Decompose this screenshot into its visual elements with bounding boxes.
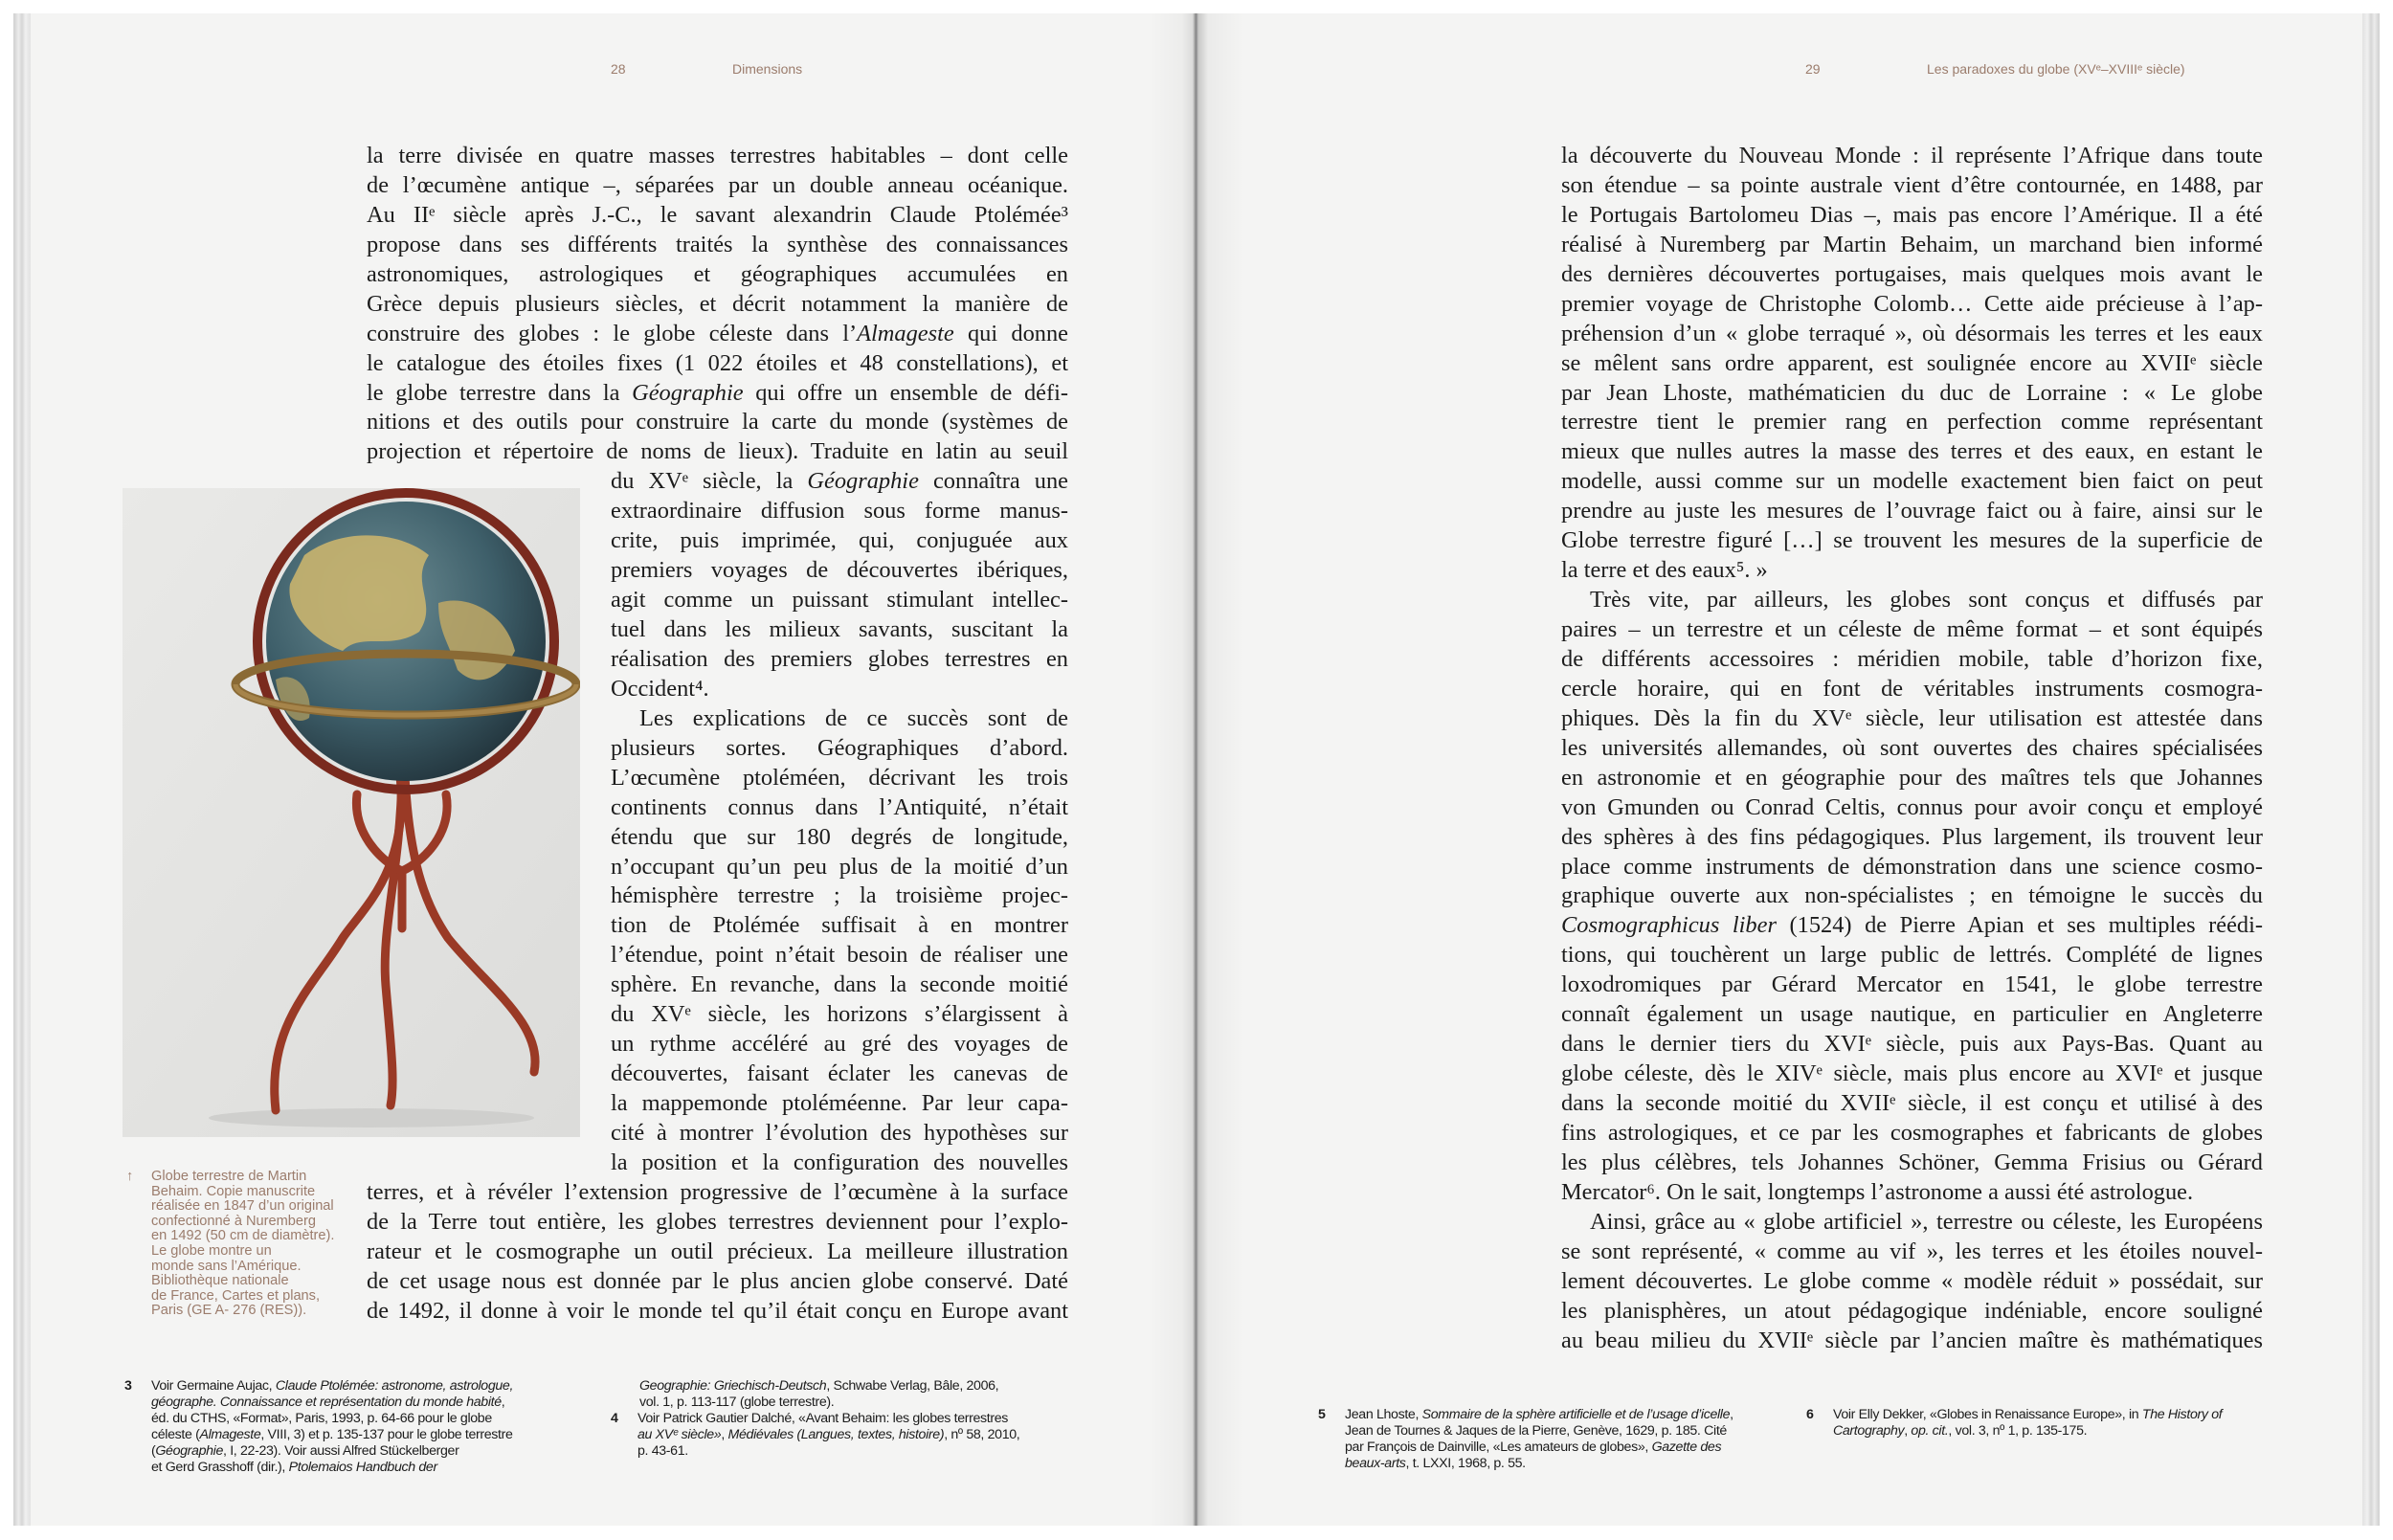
text-run: projection et répertoire de noms de lieux). Traduite en latin au seuil: [367, 438, 1068, 465]
text-line: [1561, 911, 2263, 941]
text-run: par François de Dainville, «Les amateurs de globes»,: [1345, 1440, 1652, 1455]
text-run: du XVᵉ siècle, les horizons s’élargissent à: [611, 1001, 1068, 1028]
text-run: tion de Ptolémée suffisait à en montrer: [611, 912, 1068, 939]
text-run: Jean de Tournes & Jaques de la Pierre, Genève, 1629, p. 185. Cité: [1345, 1423, 1727, 1439]
text-line: [1561, 171, 2263, 201]
italic-run: op. cit.: [1911, 1423, 1949, 1439]
text-line: [367, 231, 1068, 260]
footnote-line: [151, 1395, 513, 1411]
caption-text: [151, 1170, 334, 1319]
text-run: fins astrologiques, et ce par les cosmographes et fabricants de globes: [1561, 1119, 2263, 1146]
footnote-line: [637, 1443, 1019, 1460]
text-line: [1561, 615, 2263, 645]
text-line: [611, 1000, 1068, 1030]
text-run: qui donne: [953, 320, 1068, 346]
footnote-line: [1345, 1440, 1733, 1456]
italic-run: The History of: [2141, 1407, 2223, 1422]
text-run: rateur et le cosmographe un outil précieux. La meilleure illustration: [367, 1238, 1068, 1264]
text-run: terrestre tient le premier rang en perfection comme représentant: [1561, 409, 2263, 435]
text-run: en astronomie et en géographie pour des maîtres tels que Johannes: [1561, 764, 2263, 791]
text-run: (: [151, 1443, 156, 1459]
text-run: la terre et des eaux⁵. »: [1561, 557, 1768, 584]
text-run: lement découvertes. Le globe comme « modèle réduit » possédait, sur: [1561, 1267, 2263, 1294]
text-run: éd. du CTHS, «Format», Paris, 1993, p. 64-66 pour le globe: [151, 1411, 492, 1426]
text-run: Voir Patrick Gautier Dalché, «Avant Behaim: les globes terrestres: [637, 1411, 1009, 1426]
text-run: , nº 58, 2010,: [944, 1427, 1020, 1442]
footnote-text: [1345, 1407, 1733, 1472]
text-line: [367, 379, 1068, 409]
text-run: place comme instruments de démonstration dans une science cosmo-: [1561, 853, 2263, 880]
text-line: [367, 290, 1068, 320]
text-line: [1561, 408, 2263, 437]
footnote-line: [151, 1443, 513, 1460]
text-run: premiers voyages de découvertes ibériques,: [611, 557, 1068, 584]
text-line: [611, 911, 1068, 941]
text-line: [611, 853, 1068, 882]
text-run: terres, et à révéler l’extension progressive de l’œcumène à la surface: [367, 1178, 1068, 1205]
text-run: de 1492, il donne à voir le monde tel qu’il était conçu en Europe avant: [367, 1297, 1068, 1324]
text-line: [1561, 320, 2263, 349]
text-line: [611, 793, 1068, 823]
text-line: [1561, 497, 2263, 526]
text-run: les plus célèbres, tels Johannes Schöner, Gemma Frisius ou Gérard: [1561, 1149, 2263, 1175]
italic-run: Cartography: [1833, 1423, 1905, 1439]
text-run: continents connus dans l’Antiquité, n’était: [611, 793, 1068, 820]
text-line: [611, 497, 1068, 526]
text-line: [1561, 645, 2263, 675]
footnote-line: [637, 1411, 1019, 1427]
text-run: extraordinaire diffusion sous forme manus-: [611, 498, 1068, 524]
text-run: réalisé à Nuremberg par Martin Behaim, un marchand bien informé: [1561, 231, 2263, 257]
text-line: [611, 467, 1068, 497]
text-run: réalisation des premiers globes terrestres en: [611, 645, 1068, 672]
caption-line: Le globe montre un: [151, 1242, 272, 1259]
footnote-line: [151, 1460, 513, 1476]
text-run: se sont représenté, « comme au vif », les terres et les étoiles nouvel-: [1561, 1238, 2263, 1264]
text-line: [611, 645, 1068, 675]
text-run: connaît également un usage nautique, en particulier en Angleterre: [1561, 1001, 2263, 1028]
text-line: [1561, 1238, 2263, 1267]
text-line: [611, 764, 1068, 793]
text-run: préhension d’un « globe terraqué », où désormais les terres et les eaux: [1561, 320, 2263, 346]
text-line: [1561, 764, 2263, 793]
footnote-line: [1833, 1407, 2222, 1423]
footnote-line: [151, 1427, 513, 1443]
footnote-number: 5: [1318, 1407, 1326, 1422]
footnote-line: [151, 1378, 513, 1395]
text-run: de la Terre tout entière, les globes terrestres deviennent pour l’explo-: [367, 1208, 1068, 1235]
text-run: sphère. En revanche, dans la seconde moitié: [611, 971, 1068, 998]
footnote-line: [1345, 1423, 1733, 1440]
text-run: les planisphères, un atout pédagogique indéniable, encore souligné: [1561, 1297, 2263, 1324]
text-run: Occident⁴.: [611, 675, 709, 702]
caption-line: réalisée en 1847 d’un original: [151, 1198, 334, 1215]
text-run: construire des globes : le globe céleste dans l’: [367, 320, 858, 346]
text-run: prendre au juste les mesures de l’ouvrage faict ou à faire, ainsi sur le: [1561, 498, 2263, 524]
text-run: de l’œcumène antique –, séparées par un double anneau océanique.: [367, 171, 1068, 198]
arrow-up-icon: ↑: [126, 1169, 134, 1184]
text-run: hémisphère terrestre ; la troisième projec-: [611, 882, 1068, 909]
text-run: par Jean Lhoste, mathématicien du duc de Lorraine : « Le globe: [1561, 379, 2263, 406]
text-run: dans la seconde moitié du XVIIᵉ siècle, il est conçu et utilisé à des: [1561, 1090, 2263, 1116]
text-run: crite, puis imprimée, qui, conjuguée aux: [611, 527, 1068, 554]
body-text-right: [1561, 142, 2263, 1355]
caption-line: Bibliothèque nationale: [151, 1273, 289, 1289]
caption-line: Behaim. Copie manuscrite: [151, 1183, 316, 1199]
text-line: [367, 437, 1068, 467]
italic-run: Géographie: [807, 468, 919, 495]
text-run: les universités allemandes, où sont ouvertes des chaires spécialisées: [1561, 734, 2263, 761]
text-line: [367, 408, 1068, 437]
italic-run: Almageste: [199, 1427, 261, 1442]
text-line: [611, 971, 1068, 1000]
italic-run: Gazette des: [1651, 1440, 1722, 1455]
caption-line: de France, Cartes et plans,: [151, 1287, 321, 1304]
text-run: le globe terrestre dans la: [367, 379, 633, 406]
text-line: [1561, 231, 2263, 260]
text-line: [611, 882, 1068, 911]
text-line: [1561, 1178, 2263, 1208]
text-run: du XVᵉ siècle, la: [611, 468, 808, 495]
text-run: von Gmunden ou Conrad Celtis, connus pour avoir conçu et employé: [1561, 793, 2263, 820]
text-line: [1561, 823, 2263, 853]
footnote-line: [637, 1427, 1019, 1443]
text-line: [611, 1030, 1068, 1060]
text-run: et Gerd Grasshoff (dir.),: [151, 1460, 289, 1475]
caption-line: confectionné à Nuremberg: [151, 1213, 316, 1229]
text-run: céleste (: [151, 1427, 200, 1442]
text-run: p. 43-61.: [637, 1443, 688, 1459]
text-run: L’œcumène ptoléméen, décrivant les trois: [611, 764, 1068, 791]
running-head-left: Dimensions: [732, 61, 803, 77]
text-line: [1561, 1149, 2263, 1178]
text-run: phiques. Dès la fin du XVᵉ siècle, leur utilisation est attestée dans: [1561, 704, 2263, 731]
text-line: [1561, 349, 2263, 379]
text-line: [1561, 201, 2263, 231]
footnote-text: [151, 1378, 513, 1476]
text-run: tions, qui touchèrent un large public de lettrés. Complété de lignes: [1561, 942, 2263, 969]
footnote-text: [1833, 1407, 2222, 1440]
text-run: agit comme un puissant stimulant intellec-: [611, 587, 1068, 614]
text-run: Ainsi, grâce au « globe artificiel », terrestre ou céleste, les Européens: [1590, 1208, 2263, 1235]
text-line: [1561, 1030, 2263, 1060]
text-line: [1561, 793, 2263, 823]
text-run: Les explications de ce succès sont de: [639, 704, 1068, 731]
text-line: [1561, 853, 2263, 882]
text-line: [1561, 1000, 2263, 1030]
text-run: se mêlent sans ordre apparent, est soulignée encore au XVIIᵉ siècle: [1561, 349, 2263, 376]
text-run: globe céleste, dès le XIVᵉ siècle, mais plus encore au XVIᵉ et jusque: [1561, 1060, 2263, 1087]
text-run: dans le dernier tiers du XVIᵉ siècle, puis aux Pays-Bas. Quant au: [1561, 1031, 2263, 1058]
text-line: [367, 260, 1068, 290]
text-run: ,: [721, 1427, 728, 1442]
text-run: cercle horaire, qui en font de véritables instruments cosmogra-: [1561, 675, 2263, 702]
footnote-number: 4: [611, 1411, 618, 1426]
text-run: paires – un terrestre et un céleste de même format – et sont équipés: [1561, 616, 2263, 642]
footnote-number: 6: [1806, 1407, 1814, 1422]
text-line: [1561, 734, 2263, 764]
caption-line: Globe terrestre de Martin: [151, 1169, 307, 1184]
text-line: [1561, 941, 2263, 971]
text-run: mieux que nulles autres la masse des terres et des eaux, en estant le: [1561, 438, 2263, 465]
text-line: [611, 1119, 1068, 1149]
text-run: nitions et des outils pour construire la carte du monde (systèmes de: [367, 409, 1068, 435]
text-run: la position et la configuration des nouvelles: [611, 1149, 1068, 1175]
text-line: [639, 704, 1068, 734]
text-run: son étendue – sa pointe australe vient d’être contournée, en 1488, par: [1561, 171, 2263, 198]
text-line: [367, 1178, 1068, 1208]
italic-run: Almageste: [857, 320, 954, 346]
text-line: [367, 1267, 1068, 1297]
page-number-left: 28: [611, 61, 626, 77]
italic-run: Sommaire de la sphère artificielle et de l’usage d’icelle: [1421, 1407, 1731, 1422]
globe-photo: [123, 488, 580, 1137]
footnote-line: [639, 1395, 998, 1411]
text-run: , VIII, 3) et p. 135-137 pour le globe terrestre: [260, 1427, 513, 1442]
text-run: propose dans ses différents traités la synthèse des connaissances: [367, 231, 1068, 257]
text-run: Voir Germaine Aujac,: [151, 1378, 276, 1394]
text-line: [367, 349, 1068, 379]
text-run: le Portugais Bartolomeu Dias –, mais pas encore l’Amérique. Il a été: [1561, 201, 2263, 228]
text-line: [367, 1208, 1068, 1238]
text-run: , Schwabe Verlag, Bâle, 2006,: [826, 1378, 999, 1394]
text-run: de cet usage nous est donnée par le plus ancien globe conservé. Daté: [367, 1267, 1068, 1294]
text-run: Voir Elly Dekker, «Globes in Renaissance Europe», in: [1833, 1407, 2142, 1422]
text-run: le catalogue des étoiles fixes (1 022 étoiles et 48 constellations), et: [367, 349, 1068, 376]
text-run: ,: [501, 1395, 505, 1410]
text-line: [367, 171, 1068, 201]
text-line: [1561, 704, 2263, 734]
text-run: Grèce depuis plusieurs siècles, et décrit notamment la manière de: [367, 290, 1068, 317]
book-gutter: [1149, 13, 1244, 1526]
text-line: [367, 1238, 1068, 1267]
text-run: l’étendue, point n’était besoin de réaliser une: [611, 942, 1068, 969]
footnote-line: [1345, 1456, 1733, 1472]
page-edges-right: [2362, 13, 2380, 1526]
text-line: [611, 1060, 1068, 1089]
text-line: [611, 526, 1068, 556]
text-line: [611, 615, 1068, 645]
text-line: [611, 1089, 1068, 1119]
italic-run: au XVᵉ siècle»: [637, 1427, 722, 1442]
text-line: [1561, 1327, 2263, 1356]
text-run: Très vite, par ailleurs, les globes sont conçus et diffusés par: [1590, 587, 2263, 614]
italic-run: Médiévales (Langues, textes, histoire): [727, 1427, 945, 1442]
footnote-line: [639, 1378, 998, 1395]
running-head-right: Les paradoxes du globe (XVᵉ–XVIIIᵉ siècle): [1927, 61, 2185, 77]
text-line: [1561, 675, 2263, 704]
text-line: [1590, 1208, 2263, 1238]
text-run: un rythme accéléré au gré des voyages de: [611, 1031, 1068, 1058]
text-line: [1561, 290, 2263, 320]
text-run: premier voyage de Christophe Colomb… Cette aide précieuse à l’ap-: [1561, 290, 2263, 317]
text-run: Jean Lhoste,: [1345, 1407, 1422, 1422]
text-line: [367, 142, 1068, 171]
text-line: [367, 320, 1068, 349]
text-run: , vol. 3, nº 1, p. 135-175.: [1948, 1423, 2088, 1439]
text-run: Au IIᵉ siècle après J.-C., le savant alexandrin Claude Ptolémée³: [367, 201, 1068, 228]
text-line: [1561, 437, 2263, 467]
text-run: Globe terrestre figuré […] se trouvent les mesures de la superficie de: [1561, 527, 2263, 554]
text-line: [1590, 586, 2263, 615]
text-line: [611, 1149, 1068, 1178]
text-run: découvertes, faisant éclater les canevas de: [611, 1060, 1068, 1087]
text-line: [1561, 142, 2263, 171]
text-run: , t. LXXI, 1968, p. 55.: [1405, 1456, 1526, 1471]
text-line: [1561, 1119, 2263, 1149]
globe-illustration: [123, 488, 580, 1137]
text-run: ,: [1730, 1407, 1733, 1422]
page-edges-left: [13, 13, 31, 1526]
text-run: la terre divisée en quatre masses terrestres habitables – dont celle: [367, 143, 1068, 168]
text-line: [611, 823, 1068, 853]
text-run: connaîtra une: [918, 468, 1069, 495]
italic-run: Ptolemaios Handbuch der: [288, 1460, 437, 1475]
text-line: [1561, 1060, 2263, 1089]
footnote-line: [151, 1411, 513, 1427]
text-run: tuel dans les milieux savants, suscitant la: [611, 616, 1068, 642]
caption-line: en 1492 (50 cm de diamètre).: [151, 1228, 335, 1244]
text-run: vol. 1, p. 113-117 (globe terrestre).: [639, 1395, 835, 1410]
italic-run: géographe. Connaissance et représentation du monde habité: [151, 1395, 502, 1410]
text-run: , I, 22-23). Voir aussi Alfred Stückelberger: [223, 1443, 459, 1459]
text-run: (1524) de Pierre Apian et ses multiples réédi-: [1776, 912, 2263, 939]
text-line: [611, 941, 1068, 971]
caption-line: Paris (GE A- 276 (RES)).: [151, 1303, 307, 1319]
text-line: [1561, 556, 2263, 586]
footnote-line: [1833, 1423, 2222, 1440]
text-run: Mercator⁶. On le sait, longtemps l’astronome a aussi été astrologue.: [1561, 1178, 2194, 1205]
text-run: au beau milieu du XVIIᵉ siècle par l’ancien maître ès mathématiques: [1561, 1327, 2263, 1353]
italic-run: Géographie: [632, 379, 744, 406]
text-line: [367, 1297, 1068, 1327]
text-run: astronomiques, astrologiques et géographiques accumulées en: [367, 260, 1068, 287]
footnote-number: 3: [124, 1378, 132, 1394]
italic-run: Géographie: [155, 1443, 224, 1459]
footnote-line: [1345, 1407, 1733, 1423]
italic-run: beaux-arts: [1345, 1456, 1406, 1471]
text-run: étendu que sur 180 degrés de longitude,: [611, 823, 1068, 850]
text-line: [1561, 1089, 2263, 1119]
footnote-text: [639, 1378, 998, 1411]
caption-line: monde sans l’Amérique.: [151, 1258, 302, 1274]
text-line: [367, 201, 1068, 231]
text-run: n’occupant qu’un peu plus de la moitié d’un: [611, 853, 1068, 880]
text-run: la mappemonde ptoléméenne. Par leur capa-: [611, 1090, 1068, 1116]
text-run: ,: [1904, 1423, 1912, 1439]
text-line: [1561, 467, 2263, 497]
text-run: plusieurs sortes. Géographiques d’abord.: [611, 734, 1068, 761]
text-line: [1561, 882, 2263, 911]
text-run: cité à montrer l’évolution des hypothèses sur: [611, 1119, 1068, 1146]
text-line: [611, 675, 1068, 704]
italic-run: Cosmographicus liber: [1561, 912, 1777, 939]
italic-run: Geographie: Griechisch-Deutsch: [639, 1378, 827, 1394]
text-line: [1561, 1297, 2263, 1327]
text-run: des sphères à des fins pédagogiques. Plus largement, ils trouvent leur: [1561, 823, 2263, 850]
text-line: [1561, 971, 2263, 1000]
text-run: de différents accessoires : méridien mobile, table d’horizon fixe,: [1561, 645, 2263, 672]
text-run: graphique ouverte aux non-spécialistes ; en témoigne le succès du: [1561, 882, 2263, 909]
text-line: [1561, 260, 2263, 290]
text-line: [1561, 526, 2263, 556]
text-run: qui offre un ensemble de défi-: [743, 379, 1068, 406]
text-run: modelle, aussi comme sur un modelle exactement bien faict on peut: [1561, 468, 2263, 495]
text-run: la découverte du Nouveau Monde : il représente l’Afrique dans toute: [1561, 143, 2263, 168]
page-number-right: 29: [1805, 61, 1821, 77]
text-run: des dernières découvertes portugaises, mais quelques mois avant le: [1561, 260, 2263, 287]
italic-run: Claude Ptolémée: astronome, astrologue,: [275, 1378, 514, 1394]
text-line: [611, 556, 1068, 586]
text-line: [611, 586, 1068, 615]
footnote-text: [637, 1411, 1019, 1460]
text-run: loxodromiques par Gérard Mercator en 1541, le globe terrestre: [1561, 971, 2263, 998]
text-line: [1561, 379, 2263, 409]
text-line: [1561, 1267, 2263, 1297]
text-line: [611, 734, 1068, 764]
